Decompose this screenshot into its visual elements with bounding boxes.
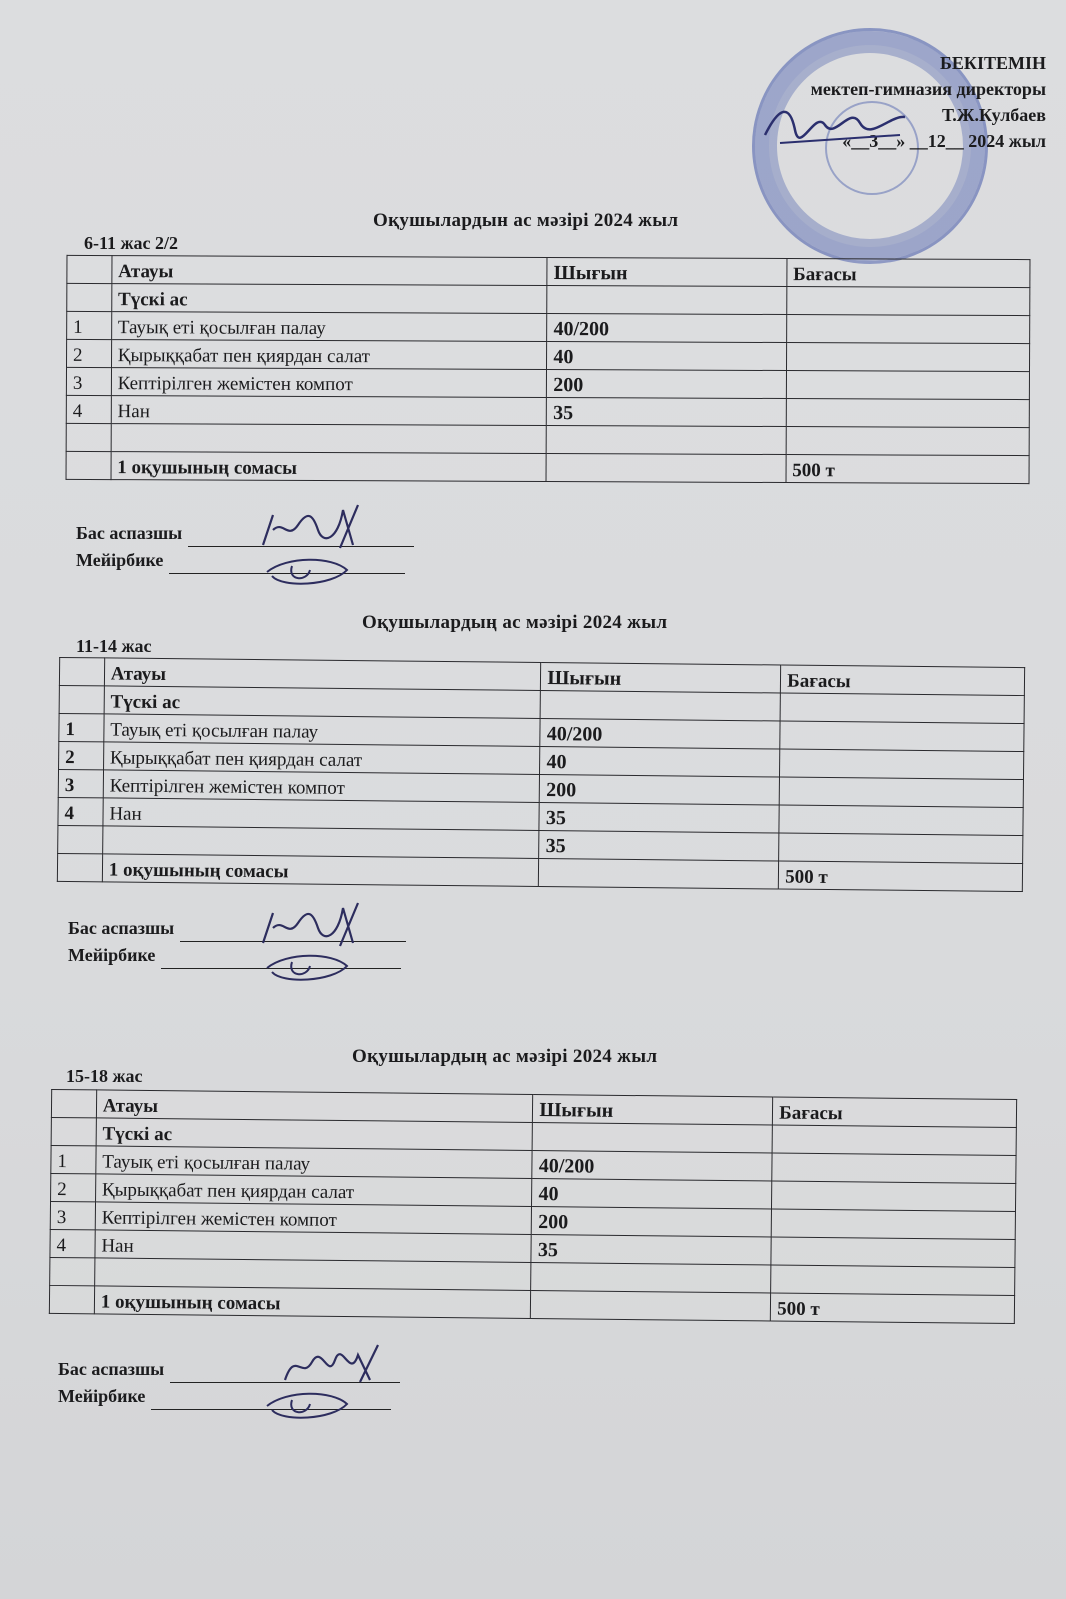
column-header-price: Бағасы bbox=[773, 1097, 1017, 1128]
meal-row bbox=[67, 283, 1030, 315]
dish-name: Нан bbox=[95, 1230, 532, 1263]
nurse-label: Мейірбике bbox=[76, 550, 164, 570]
total-price: 500 т bbox=[786, 455, 1029, 484]
row-number: 1 bbox=[67, 311, 112, 339]
menu-title: Оқушылардың ас мәзірі 2024 жыл bbox=[362, 612, 668, 633]
nurse-signature-icon bbox=[262, 1390, 352, 1422]
dish-qty: 40/200 bbox=[532, 1150, 772, 1181]
dish-qty bbox=[531, 1262, 771, 1293]
column-header-name: Атауы bbox=[112, 256, 548, 286]
row-number: 2 bbox=[59, 741, 104, 769]
dish-name: Кептірілген жемістен компот bbox=[103, 770, 540, 803]
dish-price bbox=[786, 343, 1029, 372]
meal-label: Түскі ас bbox=[104, 686, 541, 719]
total-label: 1 оқушының сомасы bbox=[102, 854, 539, 887]
meal-label: Түскі ас bbox=[111, 284, 547, 314]
dish-name: Нан bbox=[103, 798, 540, 831]
dish-qty: 200 bbox=[532, 1206, 772, 1237]
row-number: 4 bbox=[50, 1229, 95, 1257]
dish-name: Қырыққабат пен қиярдан салат bbox=[95, 1174, 532, 1207]
dish-name bbox=[102, 826, 539, 859]
row-number: 4 bbox=[58, 797, 103, 825]
row-number: 3 bbox=[66, 367, 111, 395]
dish-name: Тауық еті қосылған палау bbox=[96, 1146, 533, 1179]
meal-label: Түскі ас bbox=[96, 1118, 533, 1151]
dish-price bbox=[771, 1237, 1015, 1268]
dish-name: Кептірілген жемістен компот bbox=[111, 368, 547, 398]
column-header-qty: Шығын bbox=[547, 257, 787, 286]
dish-price bbox=[779, 777, 1023, 808]
column-header-qty: Шығын bbox=[533, 1094, 773, 1125]
dish-name: Тауық еті қосылған палау bbox=[111, 312, 547, 342]
dish-qty: 40 bbox=[540, 746, 780, 777]
chef-label: Бас аспазшы bbox=[58, 1359, 165, 1379]
chef-signature-icon bbox=[280, 1340, 390, 1385]
row-number: 4 bbox=[66, 395, 111, 423]
dish-price bbox=[786, 399, 1029, 428]
column-header-name: Атауы bbox=[96, 1090, 533, 1123]
row-number: 2 bbox=[51, 1173, 96, 1201]
table-header-row bbox=[67, 255, 1030, 287]
approval-date: «__3__» __12__ 2024 жыл bbox=[842, 131, 1046, 151]
column-header-price: Бағасы bbox=[787, 259, 1030, 288]
column-header-qty: Шығын bbox=[541, 662, 781, 693]
dish-qty: 40/200 bbox=[547, 313, 787, 342]
nurse-signature-icon bbox=[262, 952, 352, 984]
dish-qty: 40 bbox=[532, 1178, 772, 1209]
dish-price bbox=[786, 427, 1029, 456]
total-row bbox=[66, 451, 1029, 483]
dish-qty bbox=[546, 425, 786, 454]
age-group-label: 6-11 жас 2/2 bbox=[84, 233, 179, 253]
dish-name: Нан bbox=[111, 396, 547, 426]
age-group-label: 11-14 жас bbox=[76, 636, 152, 656]
nurse-label: Мейірбике bbox=[68, 945, 156, 965]
dish-price bbox=[771, 1265, 1015, 1296]
table-row bbox=[66, 423, 1029, 455]
dish-qty: 40 bbox=[547, 341, 787, 370]
dish-name: Кептірілген жемістен компот bbox=[95, 1202, 532, 1235]
total-label: 1 оқушының сомасы bbox=[94, 1286, 531, 1319]
dish-name bbox=[111, 424, 547, 454]
dish-price bbox=[779, 833, 1023, 864]
row-number bbox=[50, 1257, 95, 1285]
table-row bbox=[66, 395, 1029, 427]
row-number: 3 bbox=[50, 1201, 95, 1229]
chef-label: Бас аспазшы bbox=[76, 523, 183, 543]
total-price: 500 т bbox=[779, 861, 1023, 892]
table-row bbox=[67, 339, 1030, 371]
dish-price bbox=[771, 1209, 1015, 1240]
menu-table bbox=[66, 255, 1031, 484]
row-number: 3 bbox=[58, 769, 103, 797]
total-price: 500 т bbox=[771, 1293, 1015, 1324]
menu-table bbox=[49, 1089, 1017, 1324]
row-number: 2 bbox=[67, 339, 112, 367]
dish-price bbox=[780, 749, 1024, 780]
menu-title: Оқушылардын ас мәзірі 2024 жыл bbox=[373, 210, 679, 231]
dish-name: Қырыққабат пен қиярдан салат bbox=[103, 742, 540, 775]
nurse-signature-icon bbox=[262, 556, 352, 588]
chef-signature-icon bbox=[258, 500, 368, 550]
approval-name: Т.Ж.Кулбаев bbox=[942, 105, 1046, 125]
nurse-label: Мейірбике bbox=[58, 1386, 146, 1406]
column-header-price: Бағасы bbox=[781, 665, 1025, 696]
dish-qty: 200 bbox=[540, 774, 780, 805]
menu-title: Оқушылардың ас мәзірі 2024 жыл bbox=[352, 1046, 658, 1067]
dish-qty: 35 bbox=[539, 830, 779, 861]
approval-position: мектеп-гимназия директоры bbox=[810, 79, 1046, 99]
dish-price bbox=[772, 1181, 1016, 1212]
director-signature-icon bbox=[760, 95, 910, 155]
row-number: 1 bbox=[51, 1145, 96, 1173]
approval-title: БЕКІТЕМІН bbox=[940, 53, 1046, 73]
dish-price bbox=[772, 1153, 1016, 1184]
dish-price bbox=[780, 721, 1024, 752]
dish-qty: 40/200 bbox=[540, 718, 780, 749]
dish-price bbox=[786, 371, 1029, 400]
row-number: 1 bbox=[59, 713, 104, 741]
total-label: 1 оқушының сомасы bbox=[111, 452, 547, 482]
row-number bbox=[58, 825, 103, 853]
dish-qty: 35 bbox=[539, 802, 779, 833]
dish-name: Тауық еті қосылған палау bbox=[104, 714, 541, 747]
dish-price bbox=[779, 805, 1023, 836]
dish-qty: 35 bbox=[547, 397, 787, 426]
table-row bbox=[66, 367, 1029, 399]
dish-name bbox=[94, 1258, 531, 1291]
dish-name: Қырыққабат пен қиярдан салат bbox=[111, 340, 547, 370]
table-row bbox=[67, 311, 1030, 343]
age-group-label: 15-18 жас bbox=[66, 1066, 143, 1086]
row-number bbox=[66, 423, 111, 451]
menu-table bbox=[57, 657, 1025, 892]
column-header-name: Атауы bbox=[104, 658, 541, 691]
dish-price bbox=[786, 315, 1029, 344]
chef-signature-icon bbox=[258, 898, 368, 948]
chef-label: Бас аспазшы bbox=[68, 918, 175, 938]
dish-qty: 200 bbox=[547, 369, 787, 398]
dish-qty: 35 bbox=[531, 1234, 771, 1265]
